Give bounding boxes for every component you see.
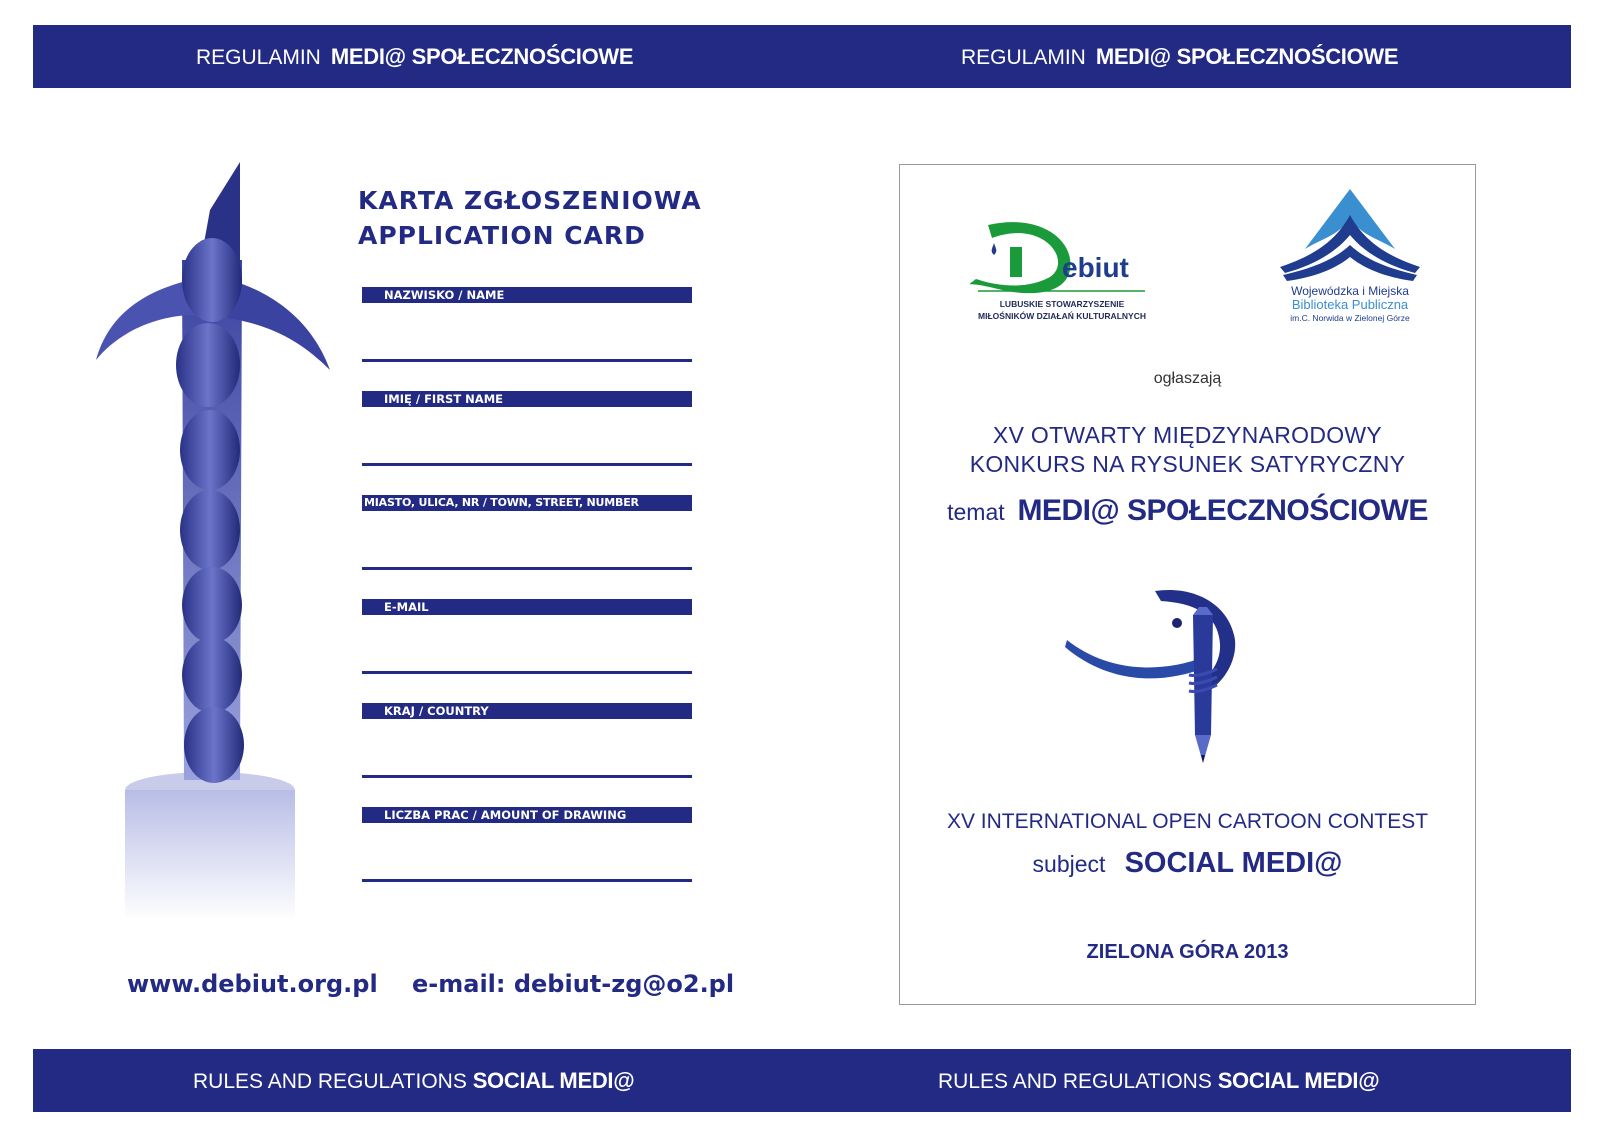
- debiut-wordmark: ebiut: [1062, 252, 1129, 283]
- field-address-label: MIASTO, ULICA, NR / TOWN, STREET, NUMBER: [362, 495, 692, 511]
- library-line-2: Biblioteka Publiczna: [1291, 297, 1409, 312]
- field-email-line: [362, 671, 692, 674]
- field-first-name[interactable]: [362, 391, 692, 407]
- polish-theme-prefix: temat: [947, 499, 1005, 525]
- pencil-emblem-image: [1065, 585, 1265, 770]
- english-contest-title: XV INTERNATIONAL OPEN CARTOON CONTEST: [946, 810, 1429, 833]
- header-right: [961, 25, 1398, 88]
- field-drawings-count[interactable]: [362, 807, 692, 823]
- debiut-logo: [970, 215, 1155, 330]
- field-name[interactable]: [362, 287, 692, 303]
- field-country[interactable]: [362, 703, 692, 719]
- field-address[interactable]: [362, 495, 692, 511]
- field-name-label: NAZWISKO / NAME: [362, 287, 692, 303]
- footer-band: [33, 1049, 1571, 1112]
- field-email-label: E-MAIL: [362, 599, 692, 615]
- header-right-bold: MEDI@ SPOŁECZNOŚCIOWE: [1095, 44, 1399, 69]
- email-link[interactable]: e-mail: debiut-zg@o2.pl: [412, 970, 735, 998]
- library-line-1: Wojewódzka i Miejska: [1291, 284, 1409, 298]
- field-email[interactable]: [362, 599, 692, 615]
- trophy-statue-image: [90, 150, 350, 950]
- polish-title-line-2: KONKURS NA RYSUNEK SATYRYCZNY: [969, 451, 1406, 477]
- title-pl: KARTA ZGŁOSZENIOWA: [358, 186, 702, 215]
- header-left-bold: MEDI@ SPOŁECZNOŚCIOWE: [330, 44, 634, 69]
- header-left-prefix: REGULAMIN: [196, 46, 321, 69]
- debiut-caption-2: MIŁOŚNIKÓW DZIAŁAŃ KULTURALNYCH: [978, 311, 1146, 321]
- website-link[interactable]: www.debiut.org.pl: [127, 970, 378, 998]
- footer-right-bold: SOCIAL MEDI@: [1217, 1068, 1380, 1093]
- footer-left-prefix: RULES AND REGULATIONS: [193, 1070, 467, 1093]
- application-card-title: [358, 183, 702, 253]
- field-first-name-label: IMIĘ / FIRST NAME: [362, 391, 692, 407]
- city-year: ZIELONA GÓRA 2013: [1086, 941, 1289, 963]
- library-logo: [1265, 187, 1435, 327]
- footer-left-bold: SOCIAL MEDI@: [472, 1068, 635, 1093]
- field-drawings-count-label: LICZBA PRAC / AMOUNT OF DRAWING: [362, 807, 692, 823]
- english-theme-value: SOCIAL MEDI@: [1124, 847, 1343, 879]
- polish-theme: [899, 494, 1476, 528]
- library-line-3: im.C. Norwida w Zielonej Górze: [1290, 313, 1410, 323]
- announce-text: ogłaszają: [1153, 370, 1222, 387]
- field-name-line: [362, 359, 692, 362]
- header-right-prefix: REGULAMIN: [961, 46, 1086, 69]
- header-band: [33, 25, 1571, 88]
- title-en: APPLICATION CARD: [358, 221, 646, 250]
- field-first-name-line: [362, 463, 692, 466]
- english-theme: [899, 847, 1476, 880]
- debiut-caption-1: LUBUSKIE STOWARZYSZENIE: [999, 299, 1125, 309]
- field-country-line: [362, 775, 692, 778]
- footer-right-prefix: RULES AND REGULATIONS: [938, 1070, 1212, 1093]
- polish-title-line-1: XV OTWARTY MIĘDZYNARODOWY: [992, 422, 1383, 448]
- field-drawings-count-line: [362, 879, 692, 882]
- footer-right: [938, 1049, 1379, 1112]
- polish-contest-title: [899, 421, 1476, 479]
- footer-left: [193, 1049, 634, 1112]
- field-address-line: [362, 567, 692, 570]
- field-country-label: KRAJ / COUNTRY: [362, 703, 692, 719]
- polish-theme-value: MEDI@ SPOŁECZNOŚCIOWE: [1017, 494, 1428, 527]
- header-left: [196, 25, 633, 88]
- english-theme-prefix: subject: [1032, 851, 1106, 877]
